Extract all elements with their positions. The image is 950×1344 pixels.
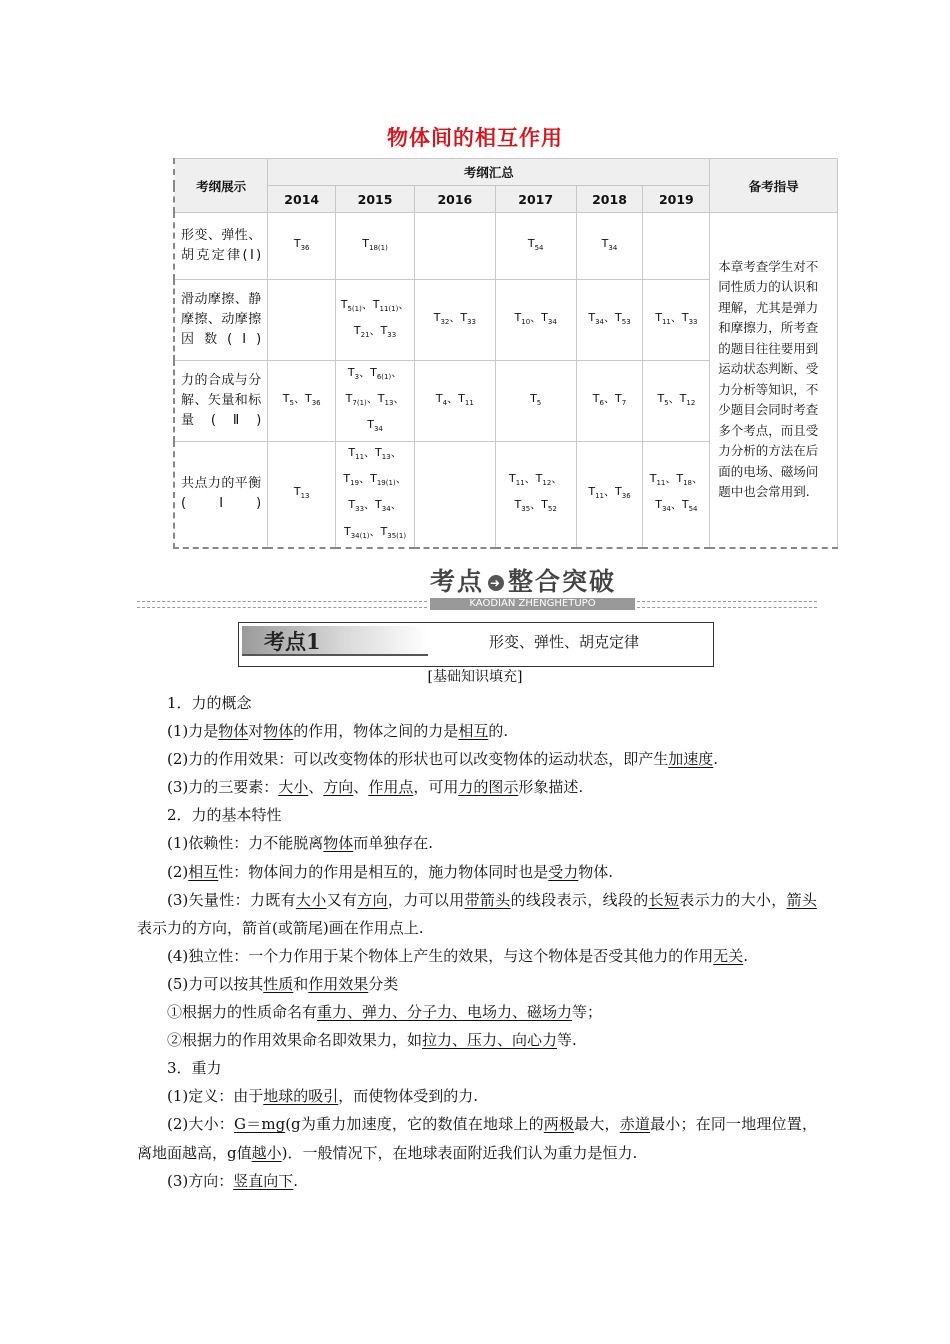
year-header: 2018 bbox=[576, 186, 643, 213]
exam-cell: $T_{18(1)}$ bbox=[336, 213, 415, 280]
paragraph: 1．力的概念 bbox=[167, 694, 252, 712]
paragraph: (3)方向：竖直向下. bbox=[167, 1171, 299, 1190]
content-body bbox=[137, 689, 817, 1195]
exam-cell: $T_{36}$ bbox=[268, 213, 336, 280]
topic-cell: 形变、弹性、胡克定律(Ⅰ) bbox=[174, 213, 268, 280]
topic-cell: 共点力的平衡(Ⅰ) bbox=[174, 442, 268, 548]
table-row bbox=[174, 213, 838, 280]
section-subheader: [基础知识填充] bbox=[427, 669, 523, 685]
exam-cell: $T_3$、$T_{6(1)}$、 $T_{7(1)}$、$T_{13}$、 $T_{34}$ bbox=[336, 361, 415, 442]
exam-cell bbox=[414, 213, 495, 280]
syllabus-table bbox=[173, 158, 838, 549]
exam-cell bbox=[643, 213, 710, 280]
page-title: 物体间的相互作用 bbox=[387, 126, 563, 150]
paragraph: (1)定义：由于地球的吸引，而使物体受到的力. bbox=[167, 1087, 479, 1106]
paragraph: (1)力是物体对物体的作用，物体之间的力是相互的. bbox=[167, 722, 509, 741]
header-topic: 考纲展示 bbox=[174, 159, 268, 213]
paragraph: 2．力的基本特性 bbox=[167, 806, 282, 825]
kaodian-title: 形变、弹性、胡克定律 bbox=[489, 633, 640, 651]
paragraph: (1)依赖性：力不能脱离物体而单独存在. bbox=[167, 834, 434, 853]
paragraph: (2)相互性：物体间力的作用是相互的，施力物体同时也是受力物体. bbox=[167, 862, 614, 881]
divider bbox=[637, 601, 817, 608]
section-banner-title bbox=[430, 562, 616, 598]
divider bbox=[137, 601, 427, 608]
paragraph: ②根据力的作用效果命名即效果力，如拉力、压力、向心力等. bbox=[167, 1031, 577, 1050]
paragraph: (3)矢量性：力既有大小又有方向，力可以用带箭头的线段表示，线段的长短表示力的大小，箭头表示力的方向，箭首(或箭尾)画在作用点上. bbox=[137, 890, 817, 937]
exam-cell bbox=[414, 442, 495, 548]
exam-cell: $T_6$、$T_7$ bbox=[576, 361, 643, 442]
paragraph: (2)大小：G＝mg(g为重力加速度，它的数值在地球上的两极最大，赤道最小；在同一地理位置，离地面越高，g值越小)．一般情况下，在地球表面附近我们认为重力是恒力. bbox=[137, 1115, 817, 1162]
exam-cell: $T_4$、$T_{11}$ bbox=[414, 361, 495, 442]
kaodian-header bbox=[238, 622, 714, 667]
exam-cell: $T_{11}$、$T_{12}$、 $T_{35}$、$T_{52}$ bbox=[495, 442, 576, 548]
topic-cell: 滑动摩擦、静摩擦、动摩擦因数(Ⅰ) bbox=[174, 280, 268, 361]
header-summary: 考纲汇总 bbox=[268, 159, 710, 186]
guide-cell: 本章考查学生对不同性质力的认识和理解，尤其是弹力和摩擦力，所考查的题目往往要用到运动状态判断、受力分析等知识，不少题目会同时考查多个考点，而且受力分析的方法在后面的电场、磁场问题中也会常用到. bbox=[710, 213, 838, 548]
exam-cell: $T_{32}$、$T_{33}$ bbox=[414, 280, 495, 361]
exam-cell: $T_{11}$、$T_{33}$ bbox=[643, 280, 710, 361]
exam-cell: $T_{54}$ bbox=[495, 213, 576, 280]
year-header: 2014 bbox=[268, 186, 336, 213]
exam-cell: $T_5$ bbox=[495, 361, 576, 442]
header-guide: 备考指导 bbox=[710, 159, 838, 213]
topic-cell: 力的合成与分解、矢量和标量(Ⅱ) bbox=[174, 361, 268, 442]
exam-cell: $T_{13}$ bbox=[268, 442, 336, 548]
year-header: 2017 bbox=[495, 186, 576, 213]
exam-cell bbox=[268, 280, 336, 361]
paragraph: (5)力可以按其性质和作用效果分类 bbox=[167, 974, 399, 993]
exam-cell: $T_{34}$ bbox=[576, 213, 643, 280]
kaodian-badge: 考点1 bbox=[242, 626, 428, 656]
exam-cell: $T_{11}$、$T_{13}$、 $T_{19}$、$T_{19(1)}$、 $T_{33}$、$T_{34}$、 $T_{34(1)}$、$T_{35(1)}$ bbox=[336, 442, 415, 548]
exam-cell: $T_5$、$T_{12}$ bbox=[643, 361, 710, 442]
year-header: 2015 bbox=[336, 186, 415, 213]
exam-cell: $T_{10}$、$T_{34}$ bbox=[495, 280, 576, 361]
banner-title-right: 整合突破 bbox=[508, 567, 617, 596]
exam-cell: $T_{34}$、$T_{53}$ bbox=[576, 280, 643, 361]
banner-pinyin: KAODIAN ZHENGHETUPO bbox=[430, 598, 635, 610]
exam-cell: $T_{5(1)}$、$T_{11(1)}$、 $T_{21}$、$T_{33}$ bbox=[336, 280, 415, 361]
banner-title-left: 考点 bbox=[430, 567, 485, 596]
paragraph: (3)力的三要素：大小、方向、作用点，可用力的图示形象描述. bbox=[167, 778, 584, 797]
exam-cell: $T_5$、$T_{36}$ bbox=[268, 361, 336, 442]
year-header: 2019 bbox=[643, 186, 710, 213]
paragraph: (2)力的作用效果：可以改变物体的形状也可以改变物体的运动状态，即产生加速度. bbox=[167, 750, 719, 769]
exam-cell: $T_{11}$、$T_{36}$ bbox=[576, 442, 643, 548]
exam-cell: $T_{11}$、$T_{18}$、 $T_{34}$、$T_{54}$ bbox=[643, 442, 710, 548]
year-header: 2016 bbox=[414, 186, 495, 213]
arrow-right-icon: ➜ bbox=[489, 576, 503, 590]
paragraph: (4)独立性：一个力作用于某个物体上产生的效果，与这个物体是否受其他力的作用无关. bbox=[167, 946, 749, 965]
paragraph: 3．重力 bbox=[167, 1059, 222, 1078]
paragraph: ①根据力的性质命名有重力、弹力、分子力、电场力、磁场力等； bbox=[167, 1003, 603, 1022]
